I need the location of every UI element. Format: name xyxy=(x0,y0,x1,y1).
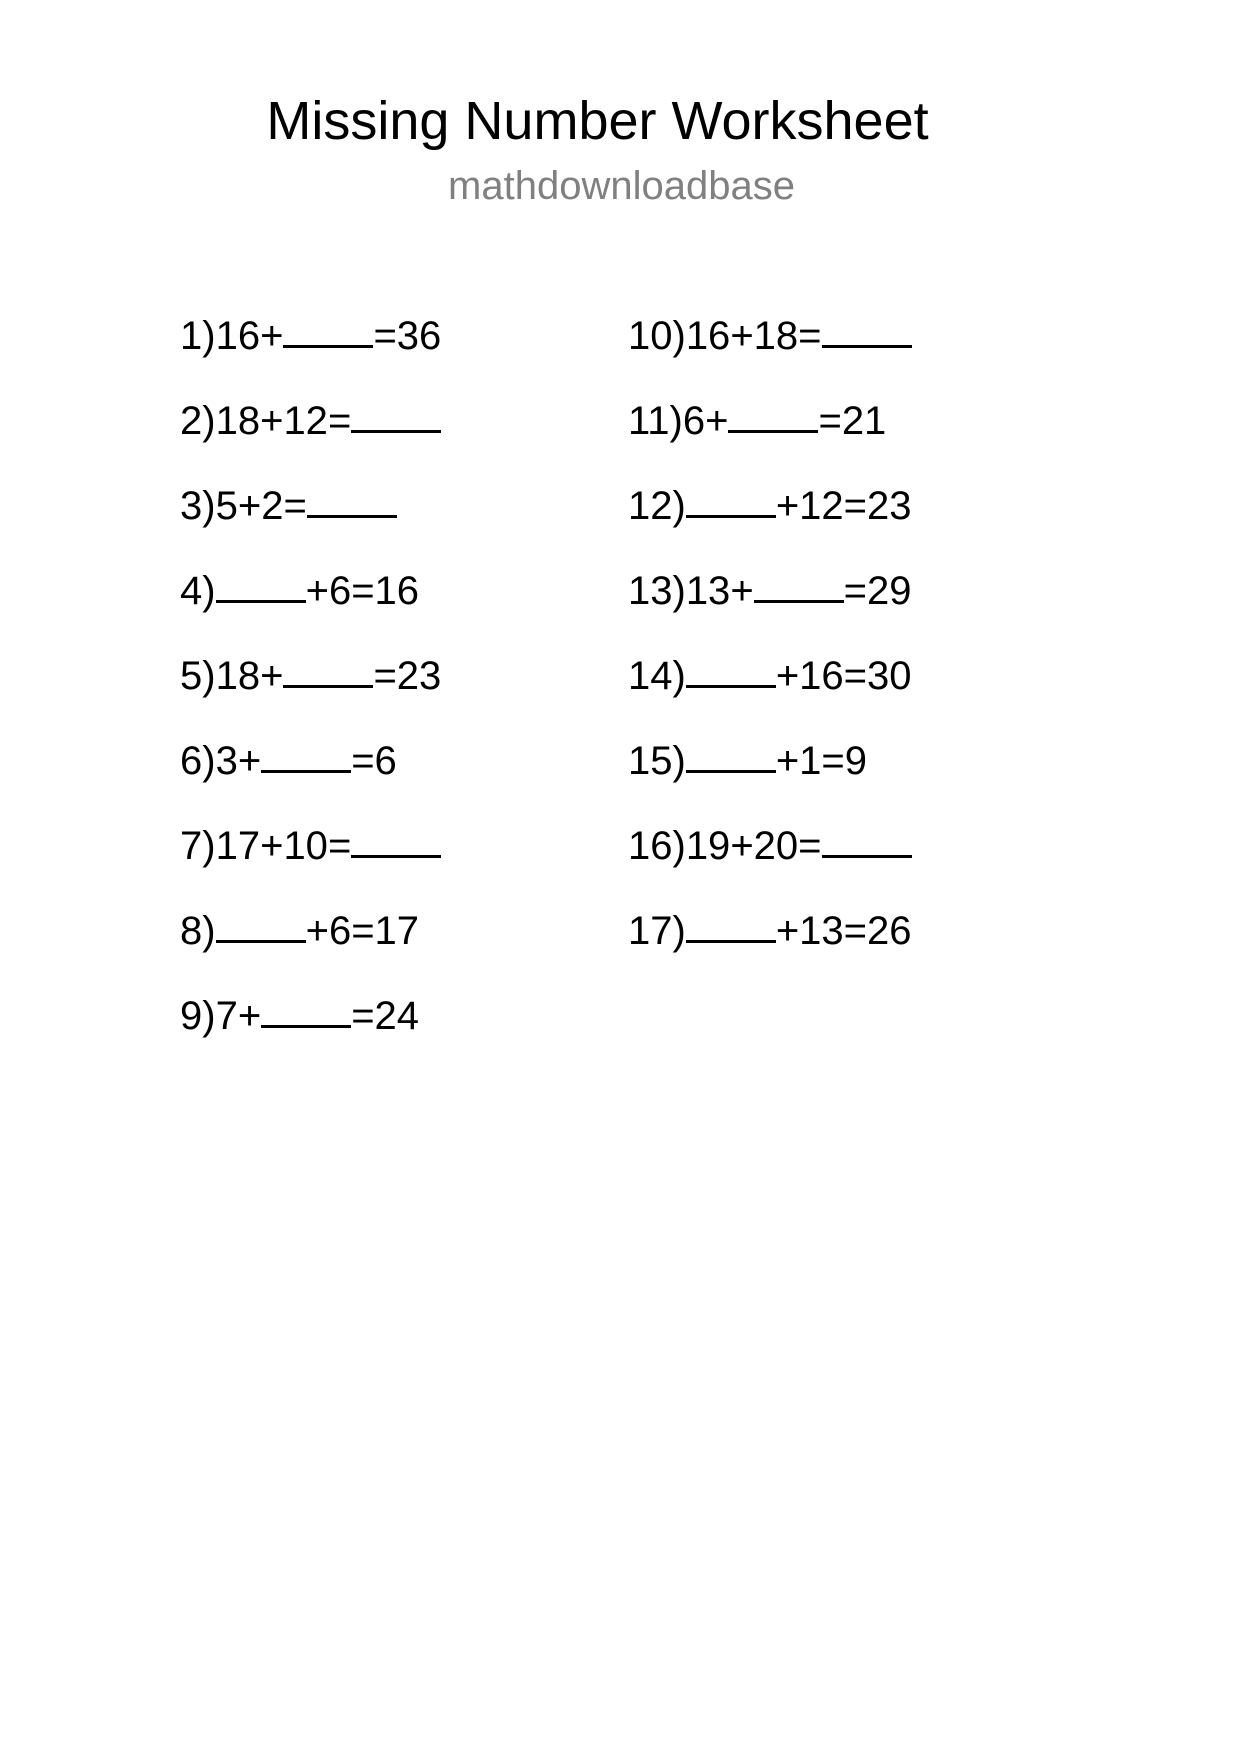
result-value: 30 xyxy=(867,654,912,698)
result-value: 24 xyxy=(374,994,420,1038)
result-value: 6 xyxy=(374,739,397,783)
first-operand: 6 xyxy=(682,399,706,443)
equals-sign: = xyxy=(327,824,352,868)
equals-sign: = xyxy=(373,654,397,698)
equals-sign: = xyxy=(843,909,868,953)
problems-column-left xyxy=(180,312,441,1077)
second-operand: 12 xyxy=(283,399,328,443)
result-value: 26 xyxy=(867,909,912,953)
result-value: 16 xyxy=(374,569,420,613)
answer-blank[interactable] xyxy=(686,482,776,518)
problem-number: 16) xyxy=(628,824,686,868)
second-operand: 1 xyxy=(799,739,822,783)
operator: + xyxy=(237,484,262,528)
equals-sign: = xyxy=(798,314,822,358)
problem-number: 15) xyxy=(628,739,686,783)
answer-blank[interactable] xyxy=(261,737,351,773)
second-operand: 20 xyxy=(753,824,799,868)
answer-blank[interactable] xyxy=(351,397,441,433)
answer-blank[interactable] xyxy=(261,992,351,1028)
answer-blank[interactable] xyxy=(686,907,776,943)
problem-number: 2) xyxy=(180,399,216,443)
answer-blank[interactable] xyxy=(307,482,397,518)
equals-sign: = xyxy=(821,739,845,783)
equals-sign: = xyxy=(798,824,822,868)
problem-item xyxy=(628,652,912,737)
problem-number: 11) xyxy=(628,399,683,443)
problem-item xyxy=(628,312,912,397)
problem-number: 1) xyxy=(180,314,216,358)
problem-number: 13) xyxy=(628,569,686,613)
problem-item xyxy=(180,652,441,737)
problem-number: 3) xyxy=(180,484,216,528)
worksheet-title: Missing Number Worksheet xyxy=(266,91,929,151)
second-operand: 13 xyxy=(799,909,844,953)
first-operand: 16 xyxy=(215,314,261,358)
operator: + xyxy=(305,569,329,613)
answer-blank[interactable] xyxy=(283,652,373,688)
equals-sign: = xyxy=(351,739,375,783)
problem-item xyxy=(180,397,441,482)
first-operand: 7 xyxy=(215,994,238,1038)
second-operand: 6 xyxy=(328,569,352,613)
equals-sign: = xyxy=(373,314,397,358)
problem-item xyxy=(180,907,441,992)
result-value: 23 xyxy=(867,484,912,528)
first-operand: 17 xyxy=(215,824,261,868)
first-operand: 18 xyxy=(215,399,261,443)
problem-number: 7) xyxy=(180,824,216,868)
equals-sign: = xyxy=(283,484,307,528)
operator: + xyxy=(775,739,800,783)
problem-number: 17) xyxy=(628,909,686,953)
problem-item xyxy=(628,397,912,482)
problem-item xyxy=(180,822,441,907)
result-value: 23 xyxy=(396,654,442,698)
problem-item xyxy=(628,737,912,822)
problem-item xyxy=(180,737,441,822)
equals-sign: = xyxy=(351,569,375,613)
problems-column-right xyxy=(628,312,912,992)
answer-blank[interactable] xyxy=(351,822,441,858)
first-operand: 13 xyxy=(685,569,731,613)
worksheet-source: mathdownloadbase xyxy=(448,164,795,208)
problem-number: 6) xyxy=(180,739,216,783)
operator: + xyxy=(305,909,329,953)
operator: + xyxy=(730,314,754,358)
second-operand: 12 xyxy=(799,484,844,528)
equals-sign: = xyxy=(351,994,375,1038)
first-operand: 3 xyxy=(215,739,238,783)
answer-blank[interactable] xyxy=(822,312,912,348)
second-operand: 2 xyxy=(261,484,284,528)
second-operand: 16 xyxy=(799,654,844,698)
equals-sign: = xyxy=(818,399,842,443)
problem-number: 9) xyxy=(180,994,216,1038)
equals-sign: = xyxy=(843,569,868,613)
second-operand: 18 xyxy=(753,314,799,358)
operator: + xyxy=(730,824,754,868)
problem-item xyxy=(180,482,441,567)
answer-blank[interactable] xyxy=(216,567,306,603)
answer-blank[interactable] xyxy=(686,737,776,773)
operator: + xyxy=(775,484,800,528)
operator: + xyxy=(237,994,262,1038)
operator: + xyxy=(730,569,754,613)
result-value: 9 xyxy=(844,739,868,783)
first-operand: 19 xyxy=(685,824,731,868)
equals-sign: = xyxy=(351,909,375,953)
second-operand: 10 xyxy=(283,824,328,868)
second-operand: 6 xyxy=(328,909,352,953)
answer-blank[interactable] xyxy=(822,822,912,858)
answer-blank[interactable] xyxy=(754,567,844,603)
problem-item xyxy=(628,482,912,567)
result-value: 36 xyxy=(396,314,442,358)
problem-item xyxy=(628,567,912,652)
answer-blank[interactable] xyxy=(283,312,373,348)
operator: + xyxy=(705,399,729,443)
operator: + xyxy=(260,824,284,868)
problem-item xyxy=(628,822,912,907)
problem-number: 8) xyxy=(180,909,216,953)
operator: + xyxy=(775,909,800,953)
problem-item xyxy=(628,907,912,992)
problem-number: 4) xyxy=(180,569,216,613)
problem-number: 12) xyxy=(628,484,686,528)
result-value: 29 xyxy=(867,569,912,613)
operator: + xyxy=(237,739,262,783)
equals-sign: = xyxy=(843,654,868,698)
first-operand: 16 xyxy=(685,314,731,358)
first-operand: 5 xyxy=(215,484,238,528)
result-value: 21 xyxy=(841,399,887,443)
equals-sign: = xyxy=(843,484,868,528)
operator: + xyxy=(775,654,800,698)
equals-sign: = xyxy=(327,399,352,443)
answer-blank[interactable] xyxy=(686,652,776,688)
operator: + xyxy=(260,314,284,358)
result-value: 17 xyxy=(374,909,420,953)
problem-number: 5) xyxy=(180,654,216,698)
operator: + xyxy=(260,399,284,443)
answer-blank[interactable] xyxy=(728,397,818,433)
answer-blank[interactable] xyxy=(216,907,306,943)
operator: + xyxy=(260,654,284,698)
problem-item xyxy=(180,992,441,1077)
problem-item xyxy=(180,312,441,397)
problem-number: 10) xyxy=(628,314,686,358)
first-operand: 18 xyxy=(215,654,261,698)
problem-item xyxy=(180,567,441,652)
problem-number: 14) xyxy=(628,654,686,698)
